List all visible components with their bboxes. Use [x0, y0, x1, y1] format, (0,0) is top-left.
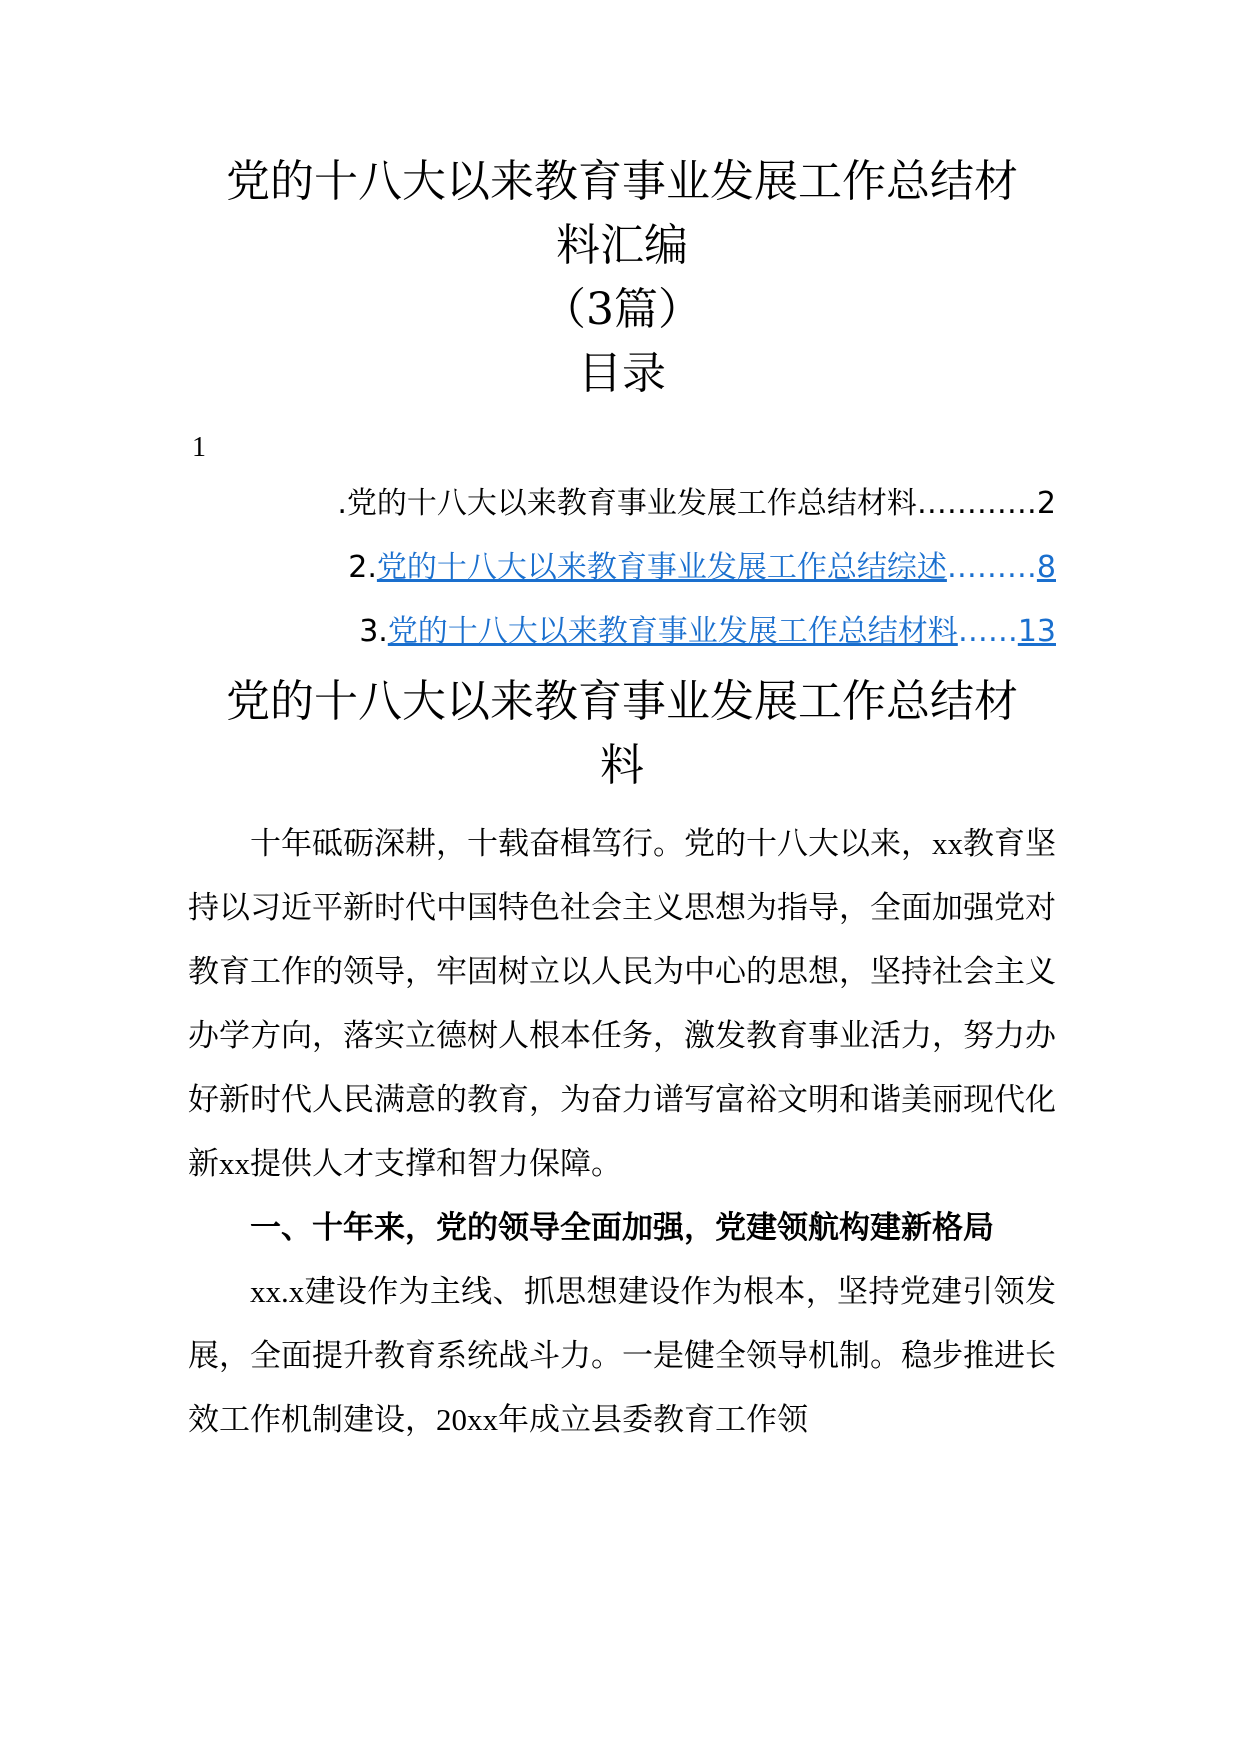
- toc-entry-page[interactable]: 8: [1036, 550, 1056, 585]
- toc-entry-page: 2: [1036, 486, 1056, 521]
- section-year: 20xx: [436, 1402, 498, 1437]
- toc-marker: 1: [192, 432, 206, 463]
- toc-entry-3[interactable]: [188, 600, 1056, 664]
- intro-placeholder-1: xx: [932, 826, 963, 861]
- cover-title: [188, 150, 1056, 278]
- toc-entry-number: 3.: [359, 614, 388, 649]
- toc-entry-link[interactable]: 党的十八大以来教育事业发展工作总结材料: [387, 614, 958, 649]
- section-placeholder: xx.x: [250, 1274, 305, 1309]
- cover-title-line2: 料汇编: [556, 220, 688, 271]
- intro-paragraph: [188, 812, 1056, 1196]
- toc-entry-page[interactable]: 13: [1017, 614, 1056, 649]
- toc-entry-number: .: [337, 486, 347, 521]
- article-title-line1: 党的十八大以来教育事业发展工作总结材: [226, 676, 1018, 727]
- cover-count-number: 3: [586, 284, 614, 335]
- toc-heading: 目录: [578, 348, 666, 399]
- toc-entry-link[interactable]: 党的十八大以来教育事业发展工作总结综述: [376, 550, 947, 585]
- section-text-a: 建设作为主线、抓思想建设作为根本，坚持党建引领发展，全面提升教育系统战斗力。一是健全领导机制。稳步推进长效工作机制建设，: [188, 1274, 1056, 1438]
- intro-text-c: 提供人才支撑和智力保障。: [250, 1146, 622, 1182]
- cover-count-open: （: [542, 284, 586, 335]
- section-text-b: 年成立县委教育工作领: [498, 1402, 808, 1438]
- cover-count: [188, 278, 1056, 342]
- toc-entry-leader: ………: [946, 550, 1037, 585]
- cover-count-close: 篇）: [614, 284, 702, 335]
- section-paragraph-1: [188, 1260, 1056, 1452]
- toc-entry-number: 2.: [348, 550, 377, 585]
- intro-text-a: 十年砥砺深耕，十载奋楫笃行。党的十八大以来，: [250, 826, 932, 862]
- toc-entry-2[interactable]: [188, 536, 1056, 600]
- intro-text-b: 教育坚持以习近平新时代中国特色社会主义思想为指导，全面加强党对教育工作的领导，牢固树立以人民为中心的思想，坚持社会主义办学方向，落实立德树人根本任务，激发教育事业活力，努力办好新时代人民满意的教育，为奋力谱写富裕文明和谐美丽现代化新: [188, 826, 1056, 1182]
- section-heading-1: 一、十年来，党的领导全面加强，党建领航构建新格局: [250, 1210, 994, 1246]
- article-title: [188, 670, 1056, 798]
- toc-entry-1[interactable]: [188, 472, 1056, 536]
- article-title-line2: 料: [600, 740, 644, 791]
- toc-entry-leader: …………: [916, 486, 1037, 521]
- toc-entry-text: 党的十八大以来教育事业发展工作总结材料: [346, 486, 917, 521]
- intro-placeholder-2: xx: [219, 1146, 250, 1181]
- cover-title-line1: 党的十八大以来教育事业发展工作总结材: [226, 156, 1018, 207]
- toc-entry-leader: ……: [957, 614, 1018, 649]
- document-page: [188, 150, 1056, 1452]
